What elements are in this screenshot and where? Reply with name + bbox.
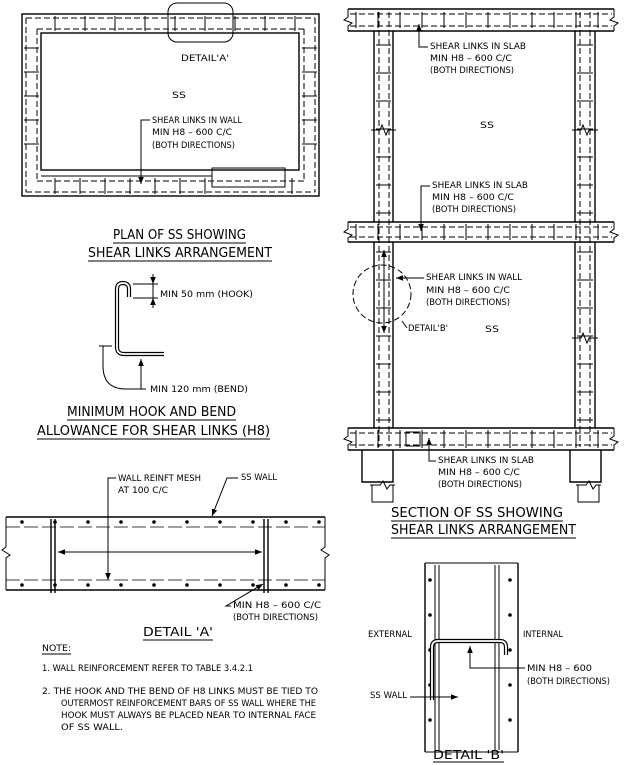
section-wall-links-directions: (BOTH DIRECTIONS) xyxy=(426,298,510,308)
section-wall-links-spec: MIN H8 – 600 C/C xyxy=(426,286,511,296)
detail-a-wall-label: SS WALL xyxy=(241,473,278,483)
hook-title-line1: MINIMUM HOOK AND BEND xyxy=(67,405,236,420)
mesh-bar-dot xyxy=(152,583,156,587)
upper-room-label: SS xyxy=(480,121,494,131)
detail-a-reference: DETAIL'A' xyxy=(181,54,229,64)
horizontal-bar-dot xyxy=(508,578,512,582)
mesh-bar-dot xyxy=(185,520,189,524)
detail-b-internal-label: INTERNAL xyxy=(523,630,564,640)
notes-heading: NOTE: xyxy=(42,644,71,654)
lower-room-label: SS xyxy=(485,325,499,335)
mesh-bar-dot xyxy=(86,583,90,587)
mesh-bar-dot xyxy=(185,583,189,587)
mesh-bar-dot xyxy=(317,583,321,587)
mid-slab-links-directions: (BOTH DIRECTIONS) xyxy=(432,205,516,215)
mesh-bar-dot xyxy=(20,583,24,587)
bottom-slab-links-spec: MIN H8 – 600 C/C xyxy=(438,468,521,478)
plan-wall-links-spec: MIN H8 – 600 C/C xyxy=(152,128,233,138)
detail-a-links-directions: (BOTH DIRECTIONS) xyxy=(233,613,318,623)
horizontal-bar-dot xyxy=(508,613,512,617)
horizontal-bar-dot xyxy=(508,648,512,652)
mesh-bar-dot xyxy=(284,520,288,524)
detail-b-wall-label: SS WALL xyxy=(370,691,408,701)
section-wall-links-label: SHEAR LINKS IN WALL xyxy=(426,273,523,283)
detail-b-links-spec: MIN H8 – 600 xyxy=(527,664,592,674)
note-item-1: 1. WALL REINFORCEMENT REFER TO TABLE 3.4.2.1 xyxy=(42,664,253,674)
note-item-2-line4: OF SS WALL. xyxy=(61,723,123,733)
detail-b-links-directions: (BOTH DIRECTIONS) xyxy=(527,677,610,687)
mesh-bar-dot xyxy=(119,520,123,524)
mid-slab-links-label: SHEAR LINKS IN SLAB xyxy=(432,181,529,191)
top-slab-links-spec: MIN H8 – 600 C/C xyxy=(430,54,513,64)
note-item-2-line1: 2. THE HOOK AND THE BEND OF H8 LINKS MUST BE TIED TO xyxy=(42,687,319,697)
bottom-slab-links-label: SHEAR LINKS IN SLAB xyxy=(438,456,535,466)
plan-wall-links-directions: (BOTH DIRECTIONS) xyxy=(152,141,235,151)
mesh-bar-dot xyxy=(218,520,222,524)
mesh-bar-dot xyxy=(86,520,90,524)
detail-b-title: DETAIL 'B' xyxy=(433,748,504,762)
mid-slab-links-spec: MIN H8 – 600 C/C xyxy=(432,193,515,203)
horizontal-bar-dot xyxy=(428,718,432,722)
plan-wall-links-label: SHEAR LINKS IN WALL xyxy=(152,116,243,126)
mesh-bar-dot xyxy=(218,583,222,587)
detail-a-links-spec: MIN H8 – 600 C/C xyxy=(233,601,322,611)
hook-title-line2: ALLOWANCE FOR SHEAR LINKS (H8) xyxy=(37,424,270,439)
mesh-bar-dot xyxy=(119,583,123,587)
bottom-slab-links-directions: (BOTH DIRECTIONS) xyxy=(438,480,522,490)
plan-room-label: SS xyxy=(172,91,186,101)
section-title-line2: SHEAR LINKS ARRANGEMENT xyxy=(391,523,577,538)
plan-title-line2: SHEAR LINKS ARRANGEMENT xyxy=(88,246,273,261)
horizontal-bar-dot xyxy=(428,613,432,617)
horizontal-bar-dot xyxy=(508,718,512,722)
section-title-line1: SECTION OF SS SHOWING xyxy=(391,506,563,521)
horizontal-bar-dot xyxy=(428,578,432,582)
horizontal-bar-dot xyxy=(508,683,512,687)
mesh-bar-dot xyxy=(152,520,156,524)
detail-b-reference: DETAIL'B' xyxy=(408,324,448,334)
detail-a-mesh-spacing: AT 100 C/C xyxy=(118,486,169,496)
detail-a-mesh-label: WALL REINFT MESH xyxy=(118,474,201,484)
hook-dimension-label: MIN 50 mm (HOOK) xyxy=(160,290,253,300)
detail-b-external-label: EXTERNAL xyxy=(368,630,413,640)
mesh-bar-dot xyxy=(20,520,24,524)
detail-a-title: DETAIL 'A' xyxy=(143,625,213,639)
mesh-bar-dot xyxy=(251,520,255,524)
mesh-bar-dot xyxy=(284,583,288,587)
top-slab-links-label: SHEAR LINKS IN SLAB xyxy=(430,42,527,52)
plan-title-line1: PLAN OF SS SHOWING xyxy=(113,228,246,243)
note-item-2-line3: HOOK MUST ALWAYS BE PLACED NEAR TO INTERNAL FACE xyxy=(61,711,316,721)
mesh-bar-dot xyxy=(251,583,255,587)
mesh-bar-dot xyxy=(317,520,321,524)
note-item-2-line2: OUTERMOST REINFORCEMENT BARS OF SS WALL WHERE THE xyxy=(61,699,316,709)
bend-dimension-label: MIN 120 mm (BEND) xyxy=(150,385,248,395)
top-slab-links-directions: (BOTH DIRECTIONS) xyxy=(430,66,514,76)
